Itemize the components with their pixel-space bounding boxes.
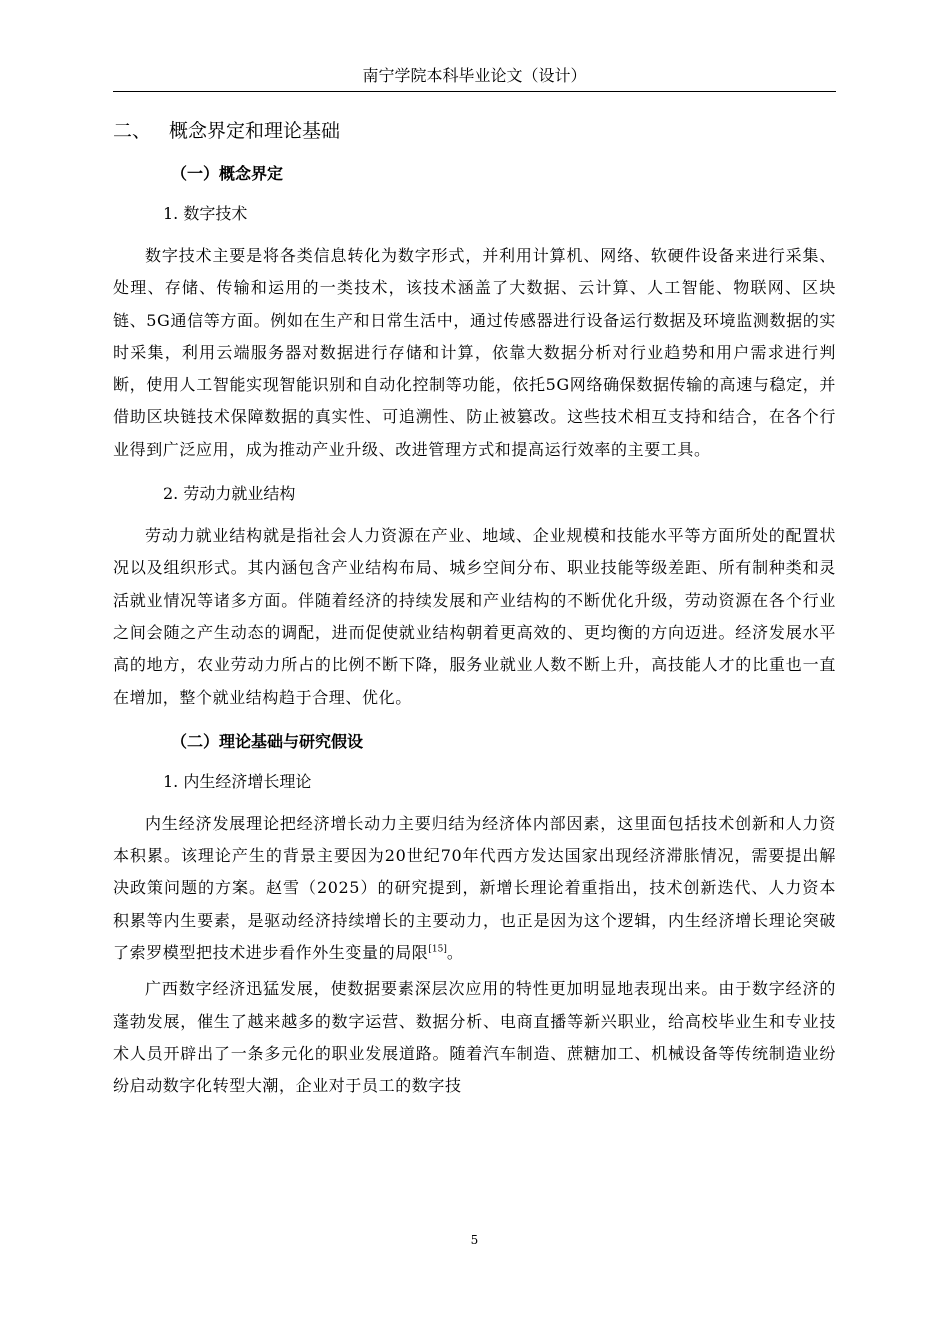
paragraph-employment-structure: 劳动力就业结构就是指社会人力资源在产业、地域、企业规模和技能水平等方面所处的配置状况以及组织形式。其内涵包含产业结构布局、城乡空间分布、职业技能等级差距、所有制种类和灵活就业情况等诸多方面。伴随着经济的持续发展和产业结构的不断优化升级，劳动资源在各个行业之间会随之产生动态的调配，进而促使就业结构朝着更高效的、更均衡的方向迈进。经济发展水平高的地方，农业劳动力所占的比例不断下降，服务业就业人数不断上升，高技能人才的比重也一直在增加，整个就业结构趋于合理、优化。 (113, 526, 836, 707)
page-header: 南宁学院本科毕业论文（设计） (362, 66, 587, 85)
paragraph-endogenous-growth (113, 808, 836, 969)
subsection-heading-theory: （二）理论基础与研究假设 (171, 731, 364, 751)
citation-15: [15] (428, 944, 447, 955)
paragraph-digital-tech: 数字技术主要是将各类信息转化为数字形式，并利用计算机、网络、软硬件设备来进行采集、处理、存储、传输和运用的一类技术，该技术涵盖了大数据、云计算、人工智能、物联网、区块链、5G通信等方面。例如在生产和日常生活中，通过传感器进行设备运行数据及环境监测数据的实时采集，利用云端服务器对数据进行存储和计算，依靠大数据分析对行业趋势和用户需求进行判断，使用人工智能实现智能识别和自动化控制等功能，依托5G网络确保数据传输的高速与稳定，并借助区块链技术保障数据的真实性、可追溯性、防止被篡改。这些技术相互支持和结合，在各个行业得到广泛应用，成为推动产业升级、改进管理方式和提高运行效率的主要工具。 (113, 246, 836, 459)
item-heading-digital-tech: 1. 数字技术 (163, 204, 248, 223)
item-heading-employment-structure: 2. 劳动力就业结构 (163, 484, 296, 504)
section-title: 概念界定和理论基础 (169, 120, 341, 142)
section-heading (113, 114, 836, 148)
paragraph-endogenous-growth-end: 。 (446, 943, 464, 963)
item-heading-endogenous-growth: 1. 内生经济增长理论 (163, 771, 312, 791)
subsection-heading-concepts: （一）概念界定 (171, 164, 284, 183)
paragraph-endogenous-growth-text: 内生经济发展理论把经济增长动力主要归结为经济体内部因素，这里面包括技术创新和人力资本积累。该理论产生的背景主要因为20世纪70年代西方发达国家出现经济滞胀情况，需要提出解决政策问题的方案。赵雪（2025）的研究提到，新增长理论着重指出，技术创新迭代、人力资本积累等内生要素，是驱动经济持续增长的主要动力，也正是因为这个逻辑，内生经济增长理论突破了索罗模型把技术进步看作外生变量的局限 (113, 813, 836, 963)
paragraph-guangxi-digital-economy: 广西数字经济迅猛发展，使数据要素深层次应用的特性更加明显地表现出来。由于数字经济的蓬勃发展，催生了越来越多的数字运营、数据分析、电商直播等新兴职业，给高校毕业生和专业技术人员开辟出了一条多元化的职业发展道路。随着汽车制造、蔗糖加工、机械设备等传统制造业纷纷启动数字化转型大潮，企业对于员工的数字技 (113, 979, 836, 1096)
section-number: 二、 (113, 120, 152, 142)
page-number: 5 (470, 1233, 479, 1247)
page-body (113, 114, 836, 1115)
header-rule (113, 91, 836, 92)
